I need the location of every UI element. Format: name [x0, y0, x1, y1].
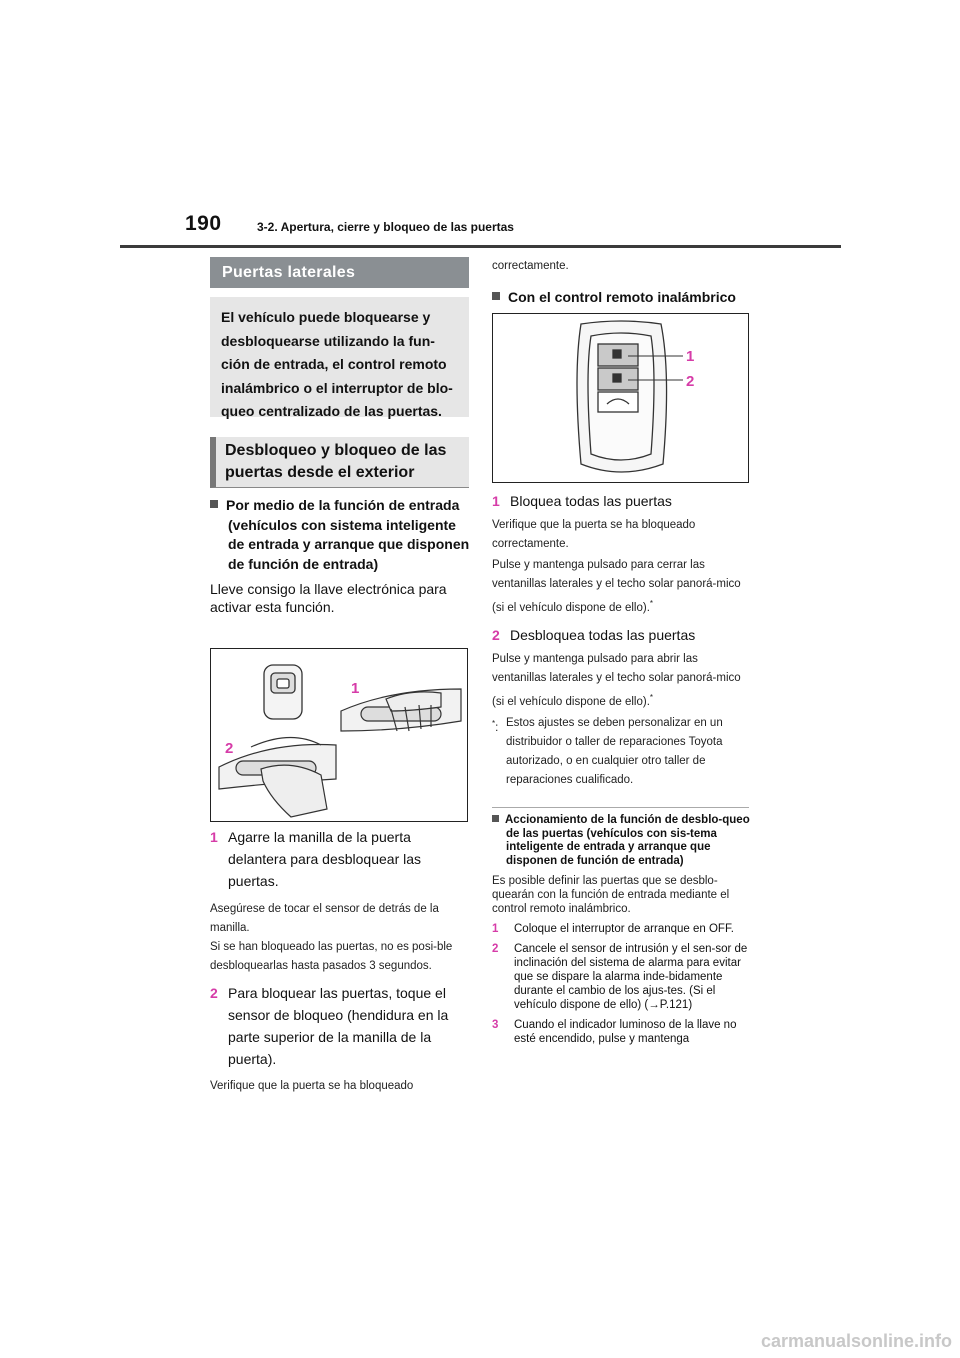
- watermark: carmanualsonline.info: [760, 1331, 952, 1351]
- sub-text: Es posible definir las puertas que se desblo-quearán con la función de entrada mediante el control remoto inalámbrico.: [492, 875, 730, 915]
- block-text: Lleve consigo la llave electrónica para activar esta función.: [210, 581, 447, 615]
- square-bullet-icon: [492, 815, 499, 822]
- remote-key-icon: [577, 321, 667, 472]
- remote-illustration: [493, 314, 748, 482]
- note-3: Verifique que la puerta se ha bloqueado: [210, 1080, 414, 1092]
- note-1: Asegúrese de tocar el sensor de detrás de la manilla.: [210, 903, 439, 934]
- step-1: 1 Bloquea todas las puertas: [492, 493, 672, 509]
- subheading-exterior: Desbloqueo y bloqueo de las puertas desde el exterior: [210, 437, 469, 488]
- right-steps: [492, 490, 750, 790]
- section-title: 3-2. Apertura, cierre y bloqueo de las puertas: [257, 220, 514, 234]
- figure-remote: [492, 313, 749, 483]
- note-2: Si se han bloqueado las puertas, no es posi-ble desbloquearlas hasta pasados 3 segundos.: [210, 941, 453, 972]
- divider: [492, 807, 749, 808]
- left-content: [210, 496, 470, 616]
- step-2: 2 Para bloquear las puertas, toque el sensor de bloqueo (hendidura en la parte superior de la manilla de la puerta).: [210, 985, 449, 1067]
- note-2: Pulse y mantenga pulsado para cerrar las ventanillas laterales y el techo solar panorá-mico (si el vehículo dispone de ello).*: [492, 559, 741, 614]
- figure-door-handle: [210, 648, 468, 822]
- step-list: [492, 922, 750, 1046]
- door-handle-illustration: [211, 649, 467, 821]
- continued-text: correctamente.: [492, 260, 569, 272]
- square-bullet-icon: [210, 500, 218, 508]
- intro-box: El vehículo puede bloquearse y desbloquearse utilizando la fun-ción de entrada, el control remoto inalámbrico o el interruptor de blo-queo centralizado de las puertas.: [210, 297, 469, 417]
- right-content-top: [492, 257, 750, 308]
- lower-handle-icon: [219, 737, 336, 817]
- callout-2: 2: [225, 740, 234, 757]
- key-fob-icon: [264, 665, 302, 719]
- list-item: 2 Cancele el sensor de intrusión y el sen-sor de inclinación del sistema de alarma para evitar que se dispare la alarma inde-bidamente durante el cambio de los ajus-tes. (Si el vehículo dispone de ello) (→P.121): [492, 943, 748, 1011]
- step-1: 1 Agarre la manilla de la puerta delantera para desbloquear las puertas.: [210, 829, 422, 889]
- step-2: 2 Desbloquea todas las puertas: [492, 626, 696, 643]
- callout-1: 1: [351, 680, 360, 697]
- callout-1: 1: [686, 348, 695, 365]
- heading-puertas-laterales: Puertas laterales: [210, 257, 469, 288]
- square-bullet-icon: [492, 292, 500, 300]
- note-1: Verifique que la puerta se ha bloqueado correctamente.: [492, 519, 696, 550]
- list-item: 3 Cuando el indicador luminoso de la llave no esté encendido, pulse y mantenga: [492, 1019, 737, 1045]
- footnote: *: Estos ajustes se deben personalizar en un distribuidor o taller de reparaciones Toyota autorizado, o en cualquier otro taller de reparaciones cualificado.: [492, 716, 723, 786]
- header-rule: [120, 245, 841, 248]
- block-heading-entry: Por medio de la función de entrada (vehículos con sistema inteligente de entrada y arranque que disponen de función de entrada): [210, 496, 470, 574]
- right-sub-section: [492, 814, 750, 1046]
- page-number: 190: [185, 212, 222, 235]
- left-steps: [210, 826, 470, 1096]
- subheading-unlock-function: Accionamiento de la función de desblo-queo de las puertas (vehículos con sis-tema inteligente de entrada y arranque que disponen de función de entrada): [492, 814, 750, 868]
- list-item: 1 Coloque el interruptor de arranque en OFF.: [492, 923, 734, 935]
- note-3: Pulse y mantenga pulsado para abrir las ventanillas laterales y el techo solar panorá-mico (si el vehículo dispone de ello).*: [492, 652, 741, 708]
- block-heading-remote: Con el control remoto inalámbrico: [492, 288, 750, 308]
- callout-2: 2: [686, 373, 695, 390]
